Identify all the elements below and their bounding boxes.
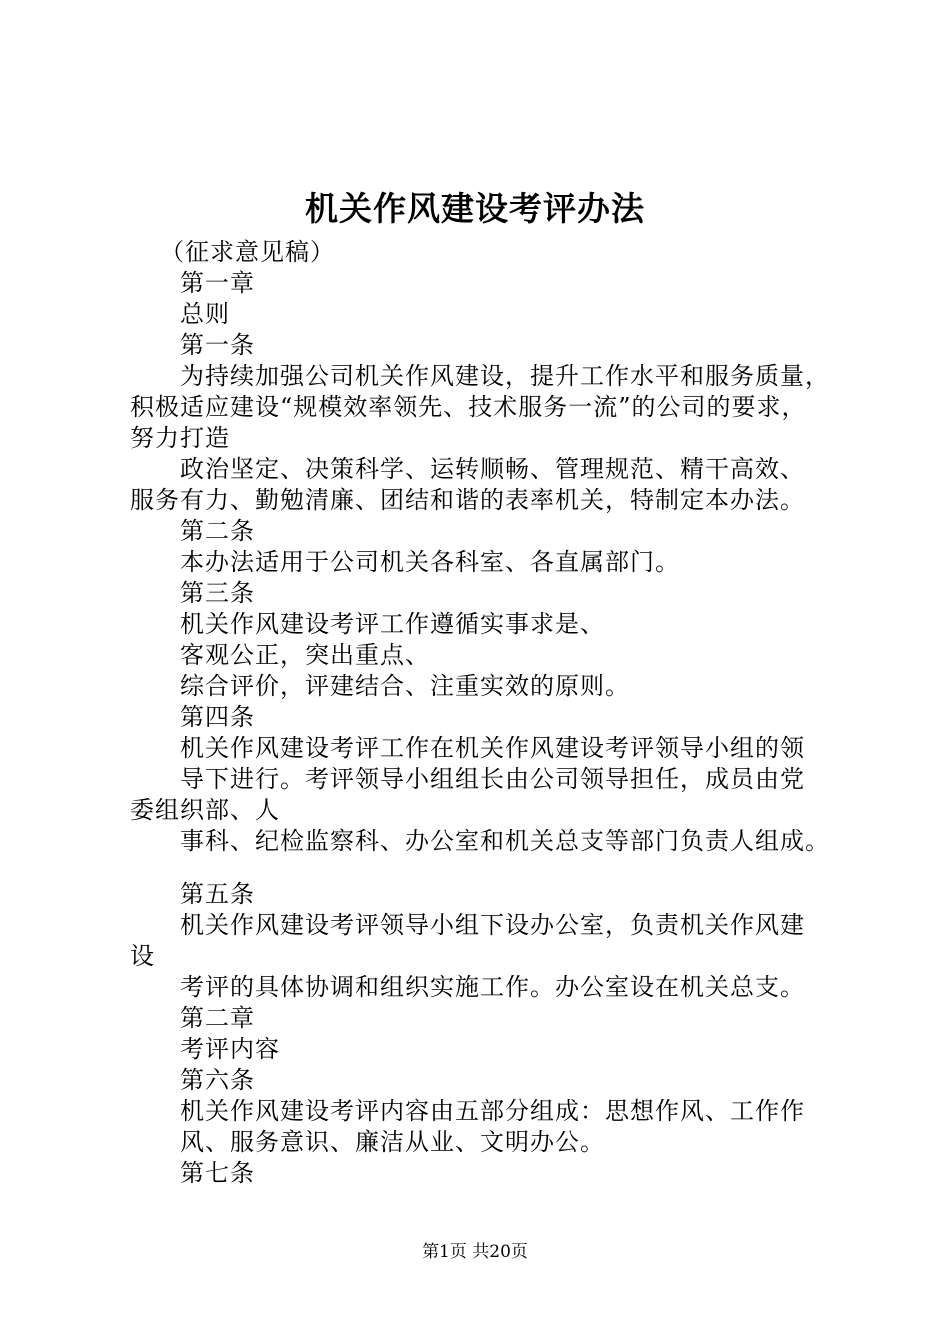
article-heading: 第五条 xyxy=(180,880,255,908)
chapter-heading: 第二章 xyxy=(180,1004,255,1032)
body-line: 政治坚定、决策科学、运转顺畅、管理规范、精干高效、 xyxy=(180,455,805,483)
article-heading: 第一条 xyxy=(180,331,255,359)
article-heading: 第四条 xyxy=(180,703,255,731)
body-line: 事科、纪检监察科、办公室和机关总支等部门负责人组成。 xyxy=(180,827,830,855)
body-line: 为持续加强公司机关作风建设，提升工作水平和服务质量， xyxy=(180,362,830,390)
document-title: 机关作风建设考评办法 xyxy=(305,189,645,228)
body-line: 风、服务意识、廉洁从业、文明办公。 xyxy=(180,1128,605,1156)
body-line: 积极适应建设“规模效率领先、技术服务一流”的公司的要求， xyxy=(130,393,807,421)
body-line: 机关作风建设考评工作在机关作风建设考评领导小组的领 xyxy=(180,734,805,762)
body-line: 机关作风建设考评内容由五部分组成：思想作风、工作作 xyxy=(180,1097,805,1125)
body-line: 考评的具体协调和组织实施工作。办公室设在机关总支。 xyxy=(180,973,805,1001)
page-number-footer: 第1页 共20页 xyxy=(422,1242,528,1262)
body-line: 导下进行。考评领导小组组长由公司领导担任，成员由党 xyxy=(180,765,805,793)
body-line: 设 xyxy=(130,942,155,970)
body-line: 机关作风建设考评工作遵循实事求是、 xyxy=(180,610,605,638)
article-heading: 第三条 xyxy=(180,579,255,607)
body-line: 服务有力、勤勉清廉、团结和谐的表率机关，特制定本办法。 xyxy=(130,486,805,514)
body-line: 机关作风建设考评领导小组下设办公室，负责机关作风建 xyxy=(180,911,805,939)
body-line: 客观公正，突出重点、 xyxy=(180,641,430,669)
body-line: 本办法适用于公司机关各科室、各直属部门。 xyxy=(180,548,680,576)
article-heading: 第二条 xyxy=(180,517,255,545)
body-line: 综合评价，评建结合、注重实效的原则。 xyxy=(180,672,630,700)
article-heading: 第六条 xyxy=(180,1066,255,1094)
chapter-title: 总则 xyxy=(180,300,230,328)
chapter-title: 考评内容 xyxy=(180,1035,280,1063)
article-heading: 第七条 xyxy=(180,1159,255,1187)
body-line: 努力打造 xyxy=(130,424,230,452)
chapter-heading: 第一章 xyxy=(180,269,255,297)
body-line: 委组织部、人 xyxy=(130,796,280,824)
draft-note: （征求意见稿） xyxy=(160,238,335,266)
